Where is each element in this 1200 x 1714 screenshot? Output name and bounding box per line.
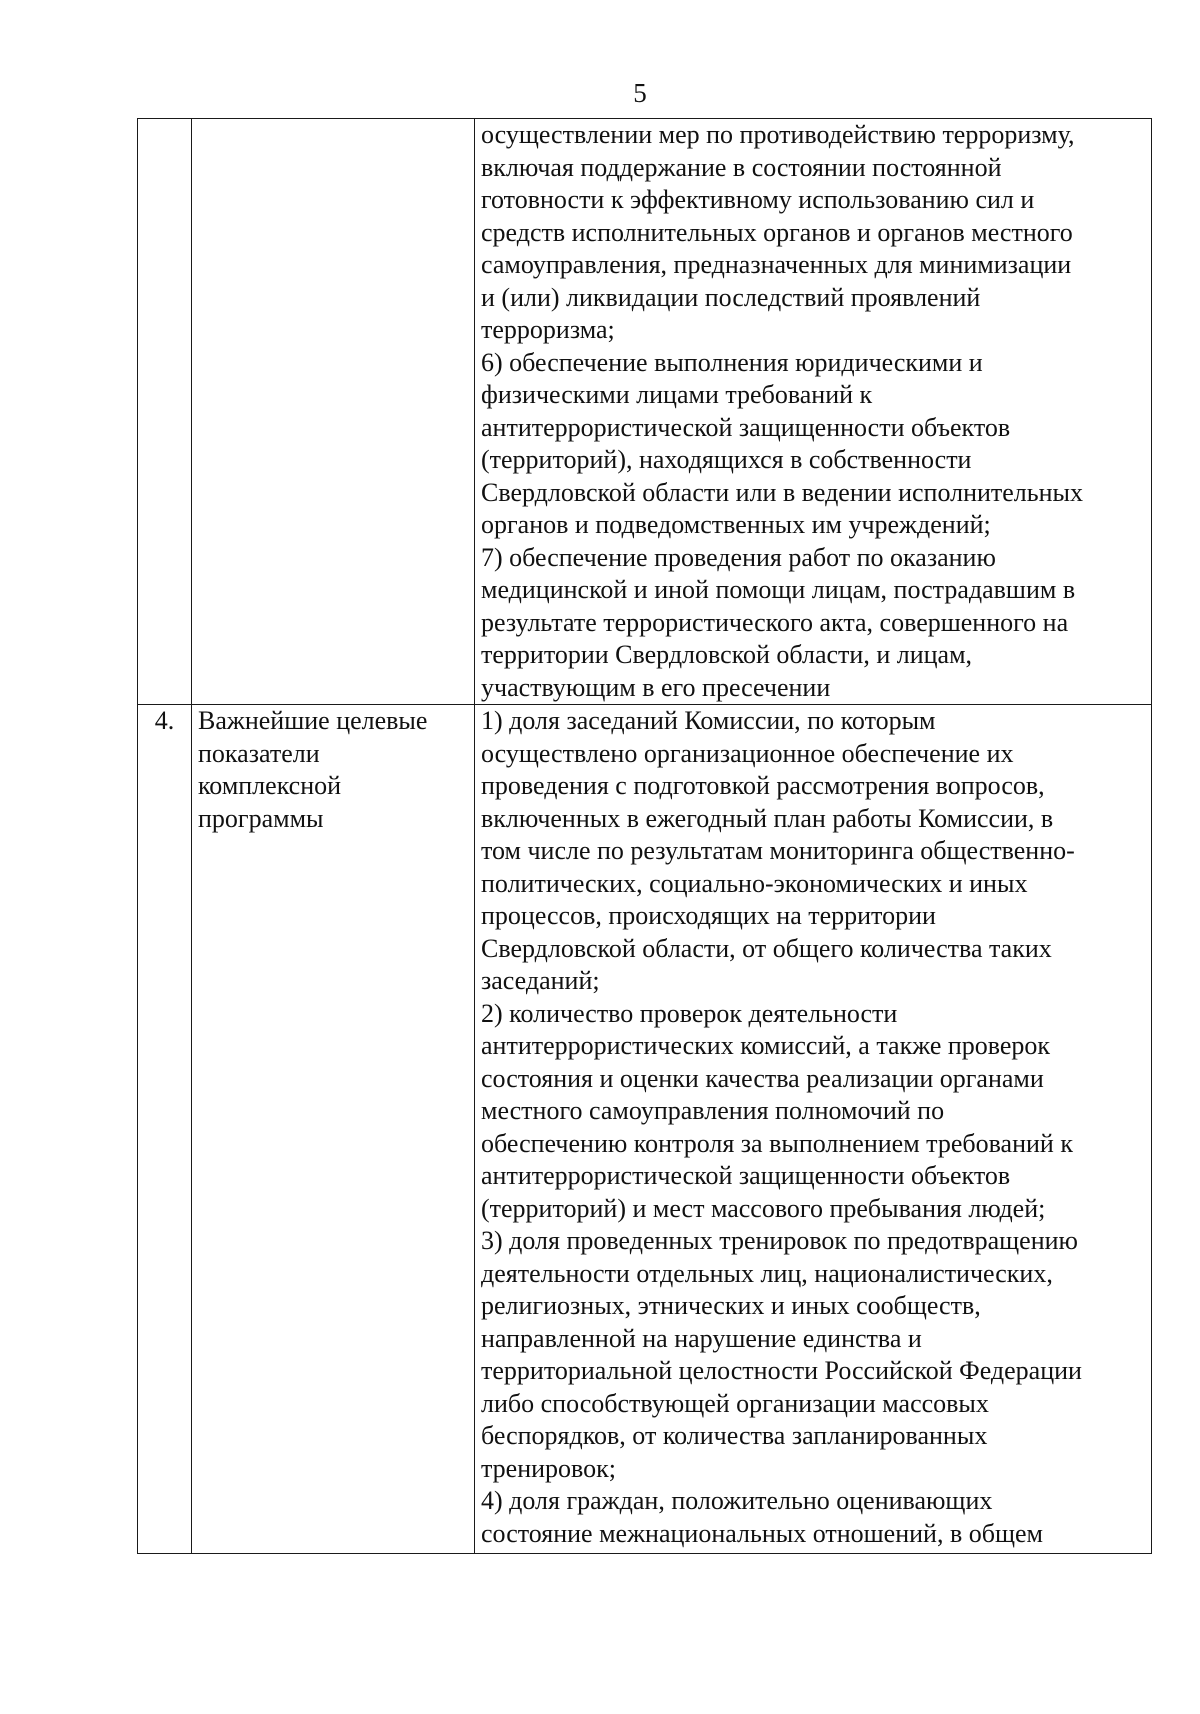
row-label-cell: [192, 705, 475, 1554]
text-line: тренировок;: [481, 1453, 617, 1483]
text-line: состояния и оценки качества реализации органами: [481, 1063, 1044, 1093]
text-line: средств исполнительных органов и органов местного: [481, 217, 1073, 247]
text-line: результате террористического акта, совершенного на: [481, 607, 1069, 637]
text-line: территориальной целостности Российской Федерации: [481, 1356, 1082, 1385]
text-line: (территорий) и мест массового пребывания людей;: [481, 1193, 1046, 1223]
text-line: политических, социально-экономических и иных: [481, 868, 1028, 898]
table-row: [138, 705, 1152, 1554]
text-line: осуществлено организационное обеспечение их: [481, 738, 1014, 768]
label-line: Важнейшие целевые: [198, 706, 428, 735]
text-line: 6) обеспечение выполнения юридическими и: [481, 347, 983, 377]
text-line: (территорий), находящихся в собственности: [481, 445, 972, 474]
text-line: обеспечению контроля за выполнением требований к: [481, 1128, 1073, 1158]
text-line: 1) доля заседаний Комиссии, по которым: [481, 706, 936, 735]
text-line: 3) доля проведенных тренировок по предотвращению: [481, 1226, 1078, 1255]
text-line: медицинской и иной помощи лицам, пострадавшим в: [481, 575, 1076, 604]
row-number-cell: [138, 119, 192, 705]
text-line: антитеррористических комиссий, а также проверок: [481, 1031, 1051, 1060]
text-line: терроризма;: [481, 315, 615, 344]
text-line: состояние межнациональных отношений, в общем: [481, 1518, 1043, 1548]
text-line: направленной на нарушение единства и: [481, 1323, 922, 1353]
row-label-cell: [192, 119, 475, 705]
row-text-cell: [475, 119, 1152, 705]
text-line: проведения с подготовкой рассмотрения вопросов,: [481, 771, 1045, 800]
text-line: религиозных, этнических и иных сообществ,: [481, 1291, 981, 1320]
row-text-cell: [475, 705, 1152, 1554]
table-row: [138, 119, 1152, 705]
text-line: Свердловской области или в ведении исполнительных: [481, 477, 1084, 507]
text-line: включенных в ежегодный план работы Комиссии, в: [481, 803, 1054, 833]
text-line: осуществлении мер по противодействию терроризму,: [481, 120, 1075, 149]
label-line: показатели: [198, 738, 320, 768]
text-line: местного самоуправления полномочий по: [481, 1096, 945, 1125]
text-line: процессов, происходящих на территории: [481, 901, 936, 930]
text-line: том числе по результатам мониторинга общественно-: [481, 836, 1075, 865]
text-line: Свердловской области, от общего количества таких: [481, 933, 1052, 963]
text-line: беспорядков, от количества запланированных: [481, 1421, 988, 1450]
text-line: антитеррористической защищенности объектов: [481, 1161, 1011, 1190]
program-table: [137, 118, 1152, 1554]
text-line: деятельности отдельных лиц, националистических,: [481, 1258, 1053, 1288]
text-line: включая поддержание в состоянии постоянной: [481, 152, 1002, 182]
text-line: и (или) ликвидации последствий проявлений: [481, 282, 981, 312]
text-line: территории Свердловской области, и лицам,: [481, 640, 973, 669]
label-line: программы: [198, 803, 324, 833]
text-line: антитеррористической защищенности объектов: [481, 412, 1011, 442]
text-line: 2) количество проверок деятельности: [481, 998, 898, 1028]
label-line: комплексной: [198, 771, 342, 800]
text-line: заседаний;: [481, 966, 600, 995]
text-line: либо способствующей организации массовых: [481, 1388, 989, 1418]
text-line: 4) доля граждан, положительно оценивающих: [481, 1486, 993, 1515]
text-line: физическими лицами требований к: [481, 380, 873, 409]
text-line: готовности к эффективному использованию сил и: [481, 185, 1035, 214]
row-number-cell: 4.: [138, 705, 192, 1554]
text-line: органов и подведомственных им учреждений;: [481, 510, 991, 539]
text-line: участвующим в его пресечении: [481, 672, 831, 702]
text-line: самоуправления, предназначенных для минимизации: [481, 250, 1072, 279]
text-line: 7) обеспечение проведения работ по оказанию: [481, 542, 996, 572]
page-number: 5: [633, 78, 647, 108]
